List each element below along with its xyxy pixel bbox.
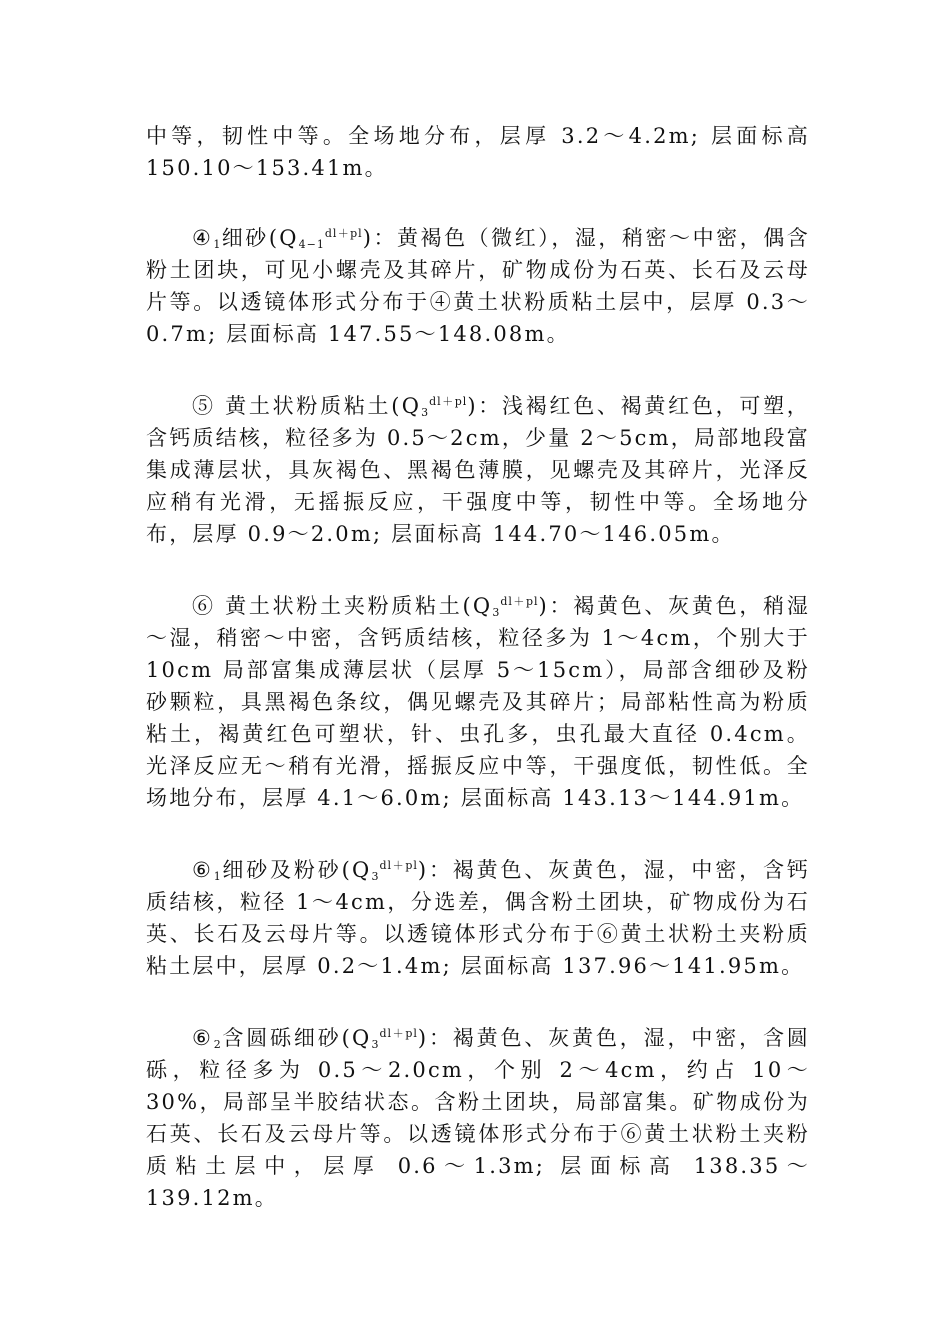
layer-sub-number: 1 [213,238,222,251]
geologic-formula-sup: dl＋pl [324,227,363,240]
layer-number: ⑥ [192,594,216,618]
geologic-formula-open: (Q [391,394,422,418]
paragraph-layer-6-loess-silt [146,590,810,814]
layer-number: ⑥ [192,1026,214,1050]
layer-sub-number: 2 [213,1038,222,1051]
layer-sub-number: 1 [213,870,222,883]
geologic-formula-sup: dl＋pl [429,395,468,408]
geologic-formula-close: ) [362,226,374,250]
layer-name: 细砂 [221,226,269,250]
geologic-formula-close: ) [467,394,478,418]
layer-number: ④ [192,226,214,250]
document-page [146,120,810,1254]
paragraph-layer-5-loess-silty-clay [146,390,810,550]
geologic-formula-sub: 3 [371,1038,380,1051]
layer-description: ：褐黄色、灰黄色，湿，中密，含圆砾，粒径多为 0.5～2.0cm，个别 2～4cm，约占 10～30%，局部呈半胶结状态。含粉土团块，局部富集。矿物成份为石英、长石及云母片等。以透镜体形式分布于⑥黄土状粉土夹粉质粘土层中，层厚 0.6～1.3m; 层面标高 138.35～139.12m。 [146,1026,811,1210]
layer-number: ⑥ [192,858,214,882]
layer-number: ⑤ [192,394,216,418]
paragraph-layer-6-1-fine-silty-sand [146,854,810,982]
geologic-formula-open: (Q [462,594,493,618]
geologic-formula-open: (Q [268,226,299,250]
geologic-formula-close: ) [417,858,429,882]
geologic-formula-open: (Q [341,858,372,882]
geologic-formula-sub: 3 [421,406,430,419]
paragraph-layer-4-1-fine-sand [146,222,810,350]
geologic-formula-open: (Q [341,1026,372,1050]
layer-description: ：黄褐色（微红），湿，稍密～中密，偶含粉土团块，可见小螺壳及其碎片，矿物成份为石英、长石及云母片等。以透镜体形式分布于④黄土状粉质粘土层中，层厚 0.3～0.7m; 层面标高 147.55～148.08m。 [146,226,810,346]
geologic-formula-sub: 4−1 [298,238,325,251]
geologic-formula-sub: 3 [492,606,501,619]
layer-description: ：褐黄色、灰黄色，稍湿～湿，稍密～中密，含钙质结核，粒径多为 1～4cm，个别大于 10cm 局部富集成薄层状（层厚 5～15cm），局部含细砂及粉砂颗粒，具黑褐色条纹，偶见螺壳及其碎片；局部粘性高为粉质粘土，褐黄红色可塑状，针、虫孔多，虫孔最大直径 0.4cm。光泽反应无～稍有光滑，摇振反应中等，干强度低，韧性低。全场地分布，层厚 4.1～6.0m; 层面标高 143.13～144.91m。 [146,594,811,810]
geologic-formula-close: ) [538,594,549,618]
layer-name: 黄土状粉土夹粉质粘土 [215,594,463,618]
layer-description: ：褐黄色、灰黄色，湿，中密，含钙质结核，粒径 1～4cm，分选差，偶含粉土团块，矿物成份为石英、长石及云母片等。以透镜体形式分布于⑥黄土状粉土夹粉质粘土层中，层厚 0.2～1.4m; 层面标高 137.96～141.95m。 [146,858,811,978]
layer-name: 含圆砾细砂 [221,1026,342,1050]
paragraph-layer-6-2-gravelly-fine-sand [146,1022,810,1214]
paragraph-continued: 中等，韧性中等。全场地分布，层厚 3.2～4.2m; 层面标高 150.10～153.41m。 [146,124,810,180]
layer-description: ：浅褐红色、褐黄红色，可塑，含钙质结核，粒径多为 0.5～2cm，少量 2～5cm，局部地段富集成薄层状，具灰褐色、黑褐色薄膜，见螺壳及其碎片，光泽反应稍有光滑，无摇振反应，干强度中等，韧性中等。全场地分布，层厚 0.9～2.0m; 层面标高 144.70～146.05m。 [146,394,810,546]
layer-name: 黄土状粉质粘土 [215,394,392,418]
geologic-formula-close: ) [417,1026,429,1050]
geologic-formula-sup: dl＋pl [500,595,539,608]
geologic-formula-sub: 3 [371,870,380,883]
layer-name: 细砂及粉砂 [221,858,342,882]
geologic-formula-sup: dl＋pl [379,859,418,872]
geologic-formula-sup: dl＋pl [379,1027,418,1040]
